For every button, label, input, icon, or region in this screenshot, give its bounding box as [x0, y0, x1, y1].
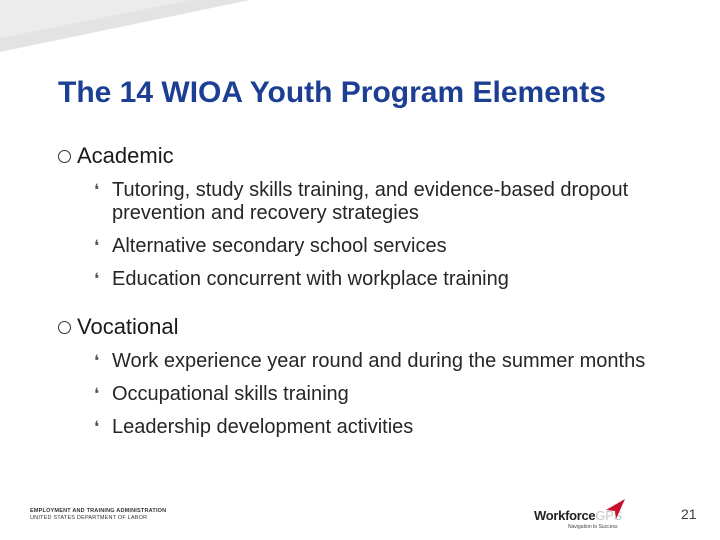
dol-logo [30, 508, 166, 522]
bullet-icon: ❛ [94, 271, 100, 288]
section-heading: Academic [77, 143, 174, 168]
bullet-icon: ❛ [94, 238, 100, 255]
ring-bullet-icon [58, 150, 71, 163]
slide-title: The 14 WIOA Youth Program Elements [58, 76, 606, 109]
item-list [58, 350, 672, 439]
navigation-arrow-icon [604, 498, 626, 520]
bullet-icon: ❛ [94, 386, 100, 403]
wf-brand: Workforce [534, 508, 596, 523]
item-list [58, 179, 672, 291]
dol-line1: EMPLOYMENT AND TRAINING ADMINISTRATION [30, 508, 167, 514]
page-number: 21 [681, 506, 697, 522]
list-item: ❛ Leadership development activities [94, 416, 414, 438]
bullet-icon: ❛ [94, 353, 100, 370]
dol-line2: UNITED STATES DEPARTMENT OF LABOR [30, 515, 148, 521]
list-item: ❛ Work experience year round and during the summer months [94, 350, 646, 372]
ring-bullet-icon [58, 321, 71, 334]
section-vocational [58, 314, 672, 439]
wf-brand-suffix: GPS [595, 508, 622, 523]
workforcegps-logo [534, 498, 630, 530]
list-item: ❛ Alternative secondary school services [94, 235, 447, 257]
bullet-icon: ❛ [94, 182, 100, 199]
list-item: ❛ Occupational skills training [94, 383, 349, 405]
wf-tagline: Navigation to Success [568, 524, 618, 530]
list-item: ❛ Tutoring, study skills training, and evidence-based dropout prevention and recovery strategies [94, 179, 629, 224]
bullet-icon: ❛ [94, 419, 100, 436]
section-academic [58, 143, 672, 291]
section-heading: Vocational [77, 314, 179, 339]
corner-decoration [0, 0, 720, 60]
list-item: ❛ Education concurrent with workplace training [94, 268, 509, 290]
